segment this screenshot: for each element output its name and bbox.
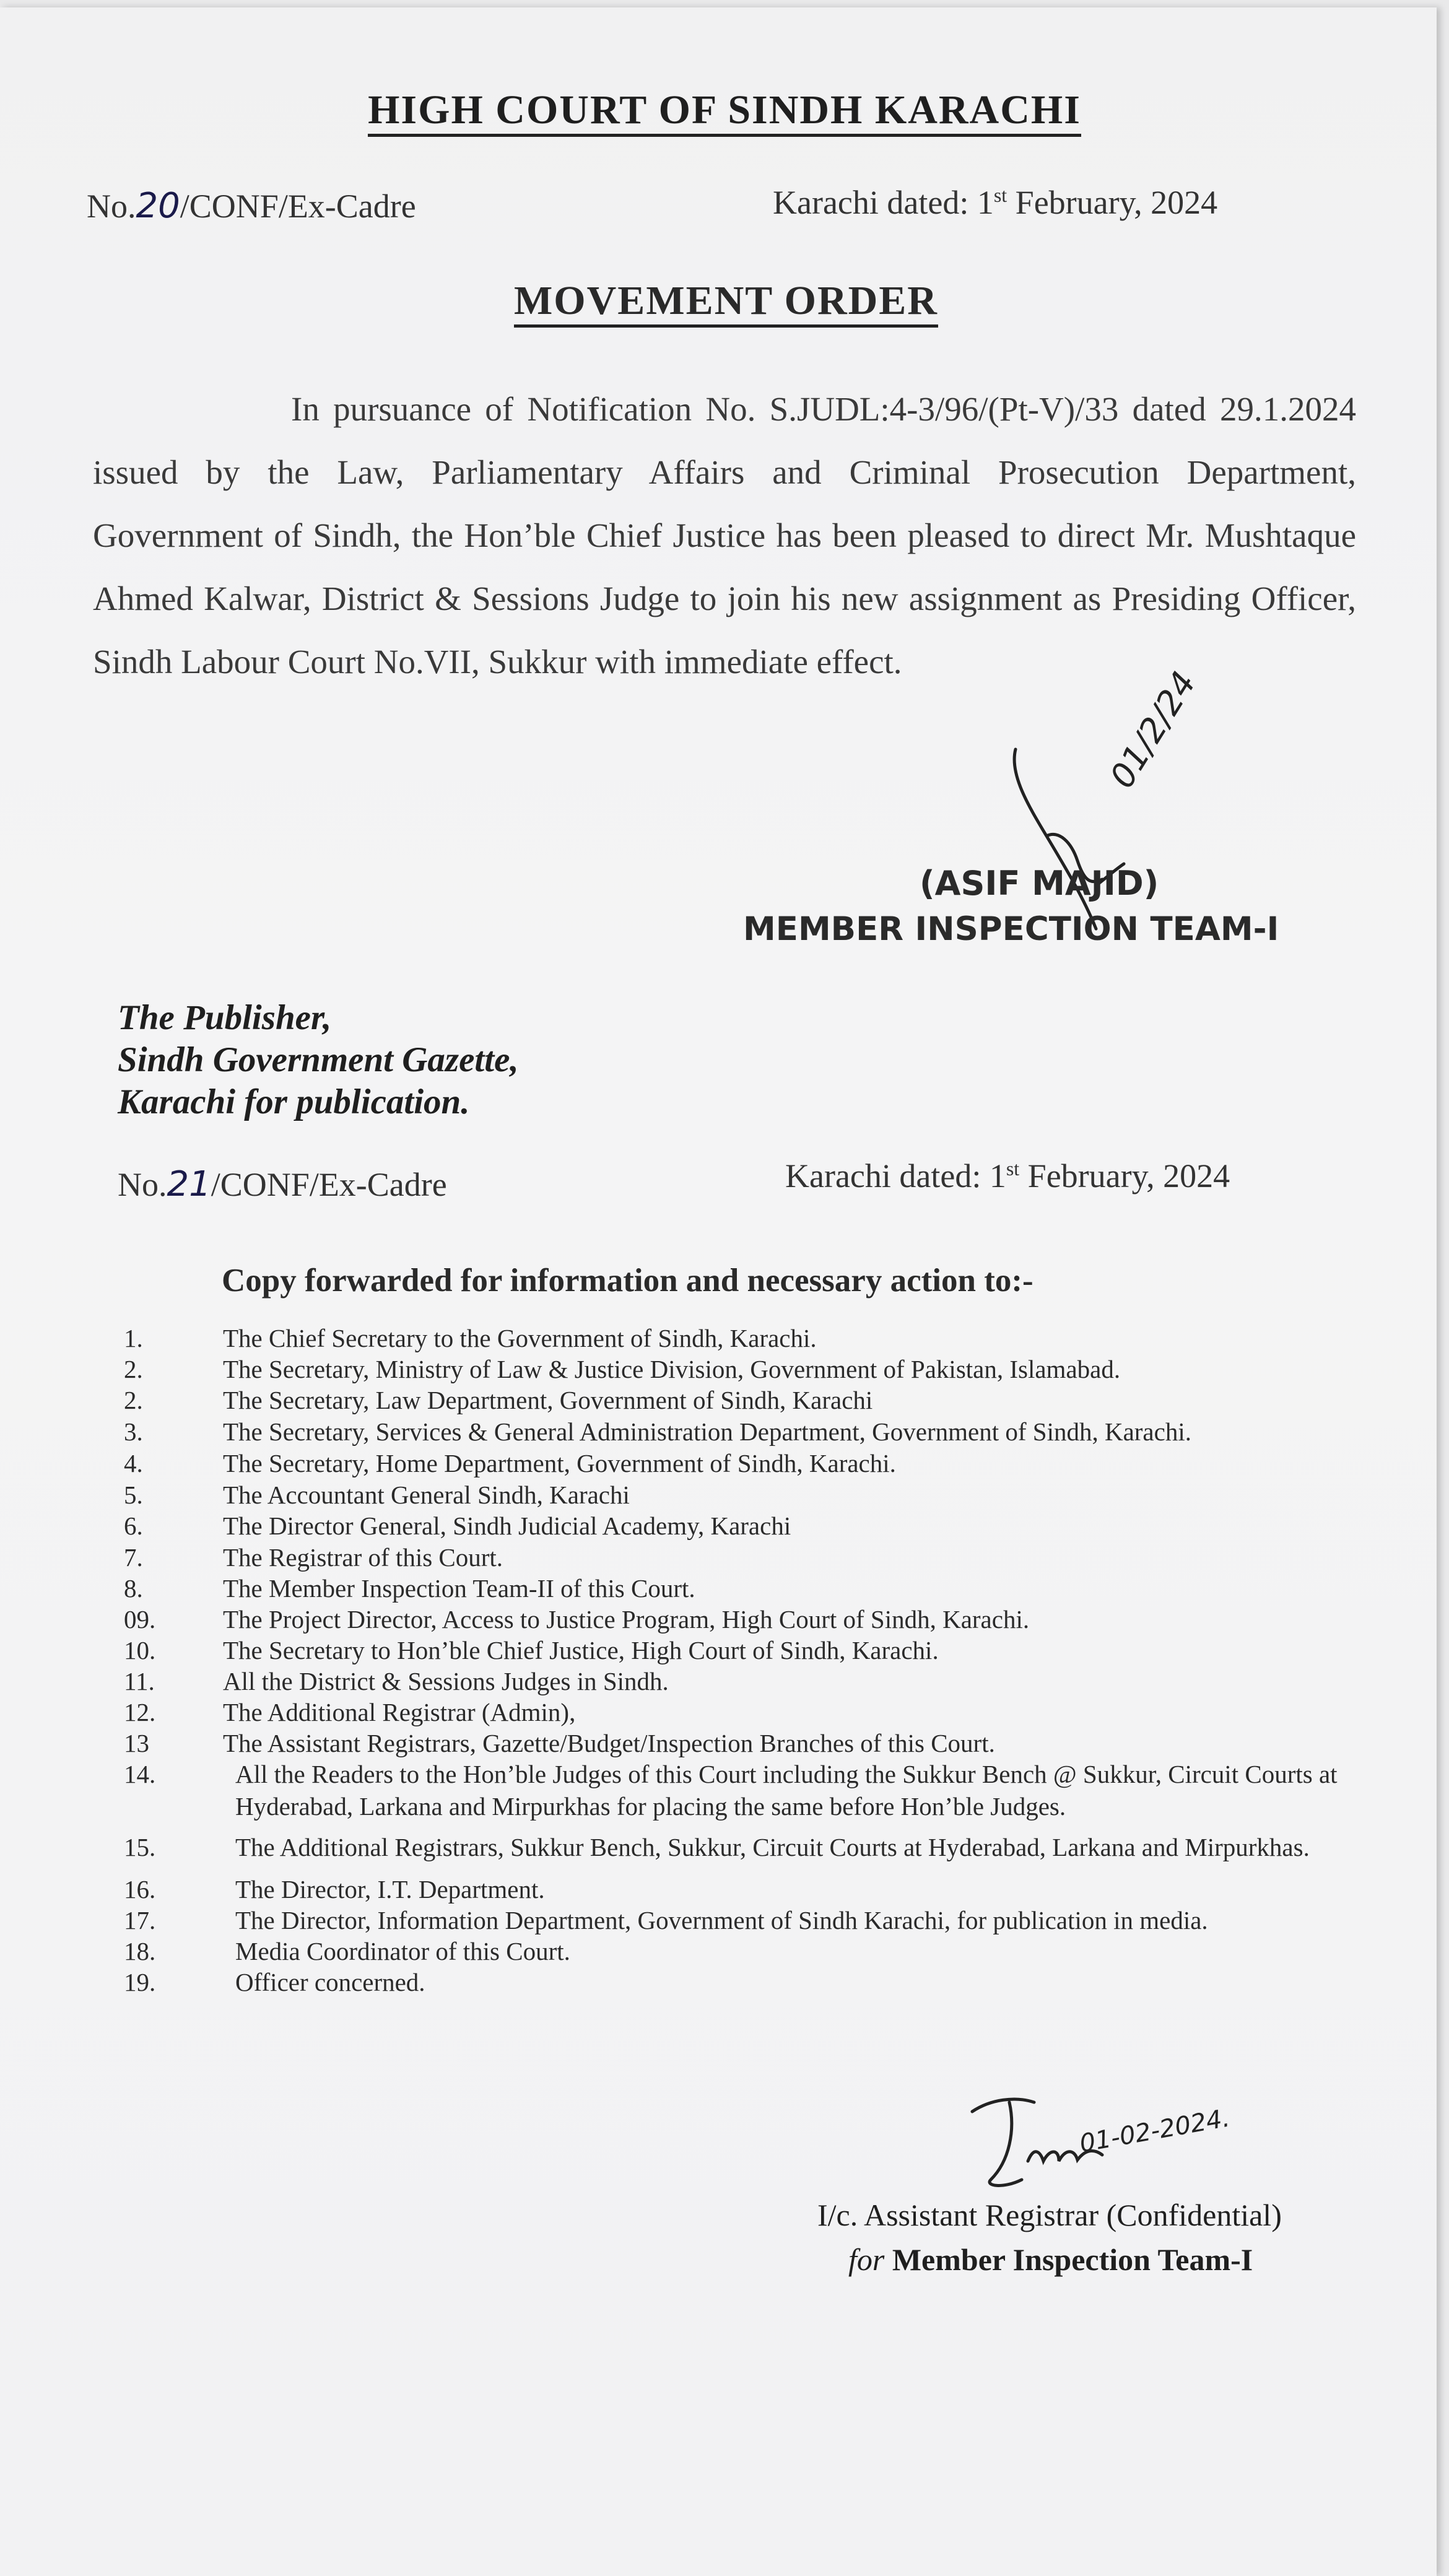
list-item-text: The Accountant General Sindh, Karachi [223, 1481, 630, 1509]
list-item [124, 1541, 1375, 1572]
date-line-2: Karachi dated: 1st February, 2024 [785, 1157, 1230, 1194]
list-item-number: 2. [124, 1355, 143, 1383]
list-item-number: 1. [124, 1324, 143, 1352]
list-item-number: 11. [124, 1667, 155, 1695]
list-item-number: 5. [124, 1481, 143, 1509]
list-item-text: The Secretary, Home Department, Government of Sindh, Karachi. [223, 1449, 896, 1477]
list-item [124, 1873, 1375, 1904]
list-item [124, 1353, 1375, 1384]
list-item [124, 1696, 1375, 1727]
list-item-number: 4. [124, 1449, 143, 1477]
list-item-text: The Additional Registrars, Sukkur Bench, Sukkur, Circuit Courts at Hyderabad, Larkana and Mirpurkhas. [235, 1833, 1310, 1861]
list-item [124, 1572, 1375, 1603]
list-item [124, 1665, 1375, 1696]
list-item-number: 6. [124, 1512, 143, 1540]
list-item-number: 14. [124, 1760, 156, 1788]
list-item [124, 1831, 1375, 1873]
list-item-text: The Secretary, Ministry of Law & Justice Division, Government of Pakistan, Islamabad. [223, 1355, 1121, 1383]
list-item-text: The Director, Information Department, Government of Sindh Karachi, for publication in media. [235, 1906, 1208, 1934]
assistant-registrar-title: I/c. Assistant Registrar (Confidential) [817, 2198, 1282, 2232]
list-item-text: The Secretary to Hon’ble Chief Justice, High Court of Sindh, Karachi. [223, 1636, 939, 1664]
list-item-text: The Secretary, Services & General Administration Department, Government of Sindh, Karachi. [223, 1417, 1191, 1446]
list-item [124, 1416, 1375, 1447]
list-item-text: The Director, I.T. Department. [235, 1875, 545, 1904]
order-body-paragraph: In pursuance of Notification No. S.JUDL:4-3/96/(Pt-V)/33 dated 29.1.2024 issued by the Law, Parliamentary Affairs and Criminal Prosecution Department, Government of Sindh, the Hon’ble Chief Justice has been pleased to direct Mr. Mushtaque Ahmed Kalwar, District & Sessions Judge to join his new assignment as Presiding Officer, Sindh Labour Court No.VII, Sukkur with immediate effect. [93, 390, 1356, 681]
publisher-line-2: Sindh Government Gazette, [118, 1040, 519, 1079]
list-item-number: 8. [124, 1574, 143, 1603]
list-item-text: All the District & Sessions Judges in Sindh. [223, 1667, 669, 1695]
list-item-text: The Member Inspection Team-II of this Court. [223, 1574, 695, 1603]
signatory-designation: MEMBER INSPECTION TEAM-I [743, 910, 1279, 948]
publisher-address [118, 997, 519, 1123]
list-item-text: The Assistant Registrars, Gazette/Budget/Inspection Branches of this Court. [223, 1729, 995, 1757]
list-item [124, 1904, 1375, 1935]
list-item-text: Officer concerned. [235, 1968, 425, 1996]
list-item-number: 7. [124, 1543, 143, 1572]
list-item-text: The Project Director, Access to Justice Program, High Court of Sindh, Karachi. [223, 1605, 1030, 1634]
list-item-number: 09. [124, 1605, 156, 1634]
list-item-text: The Registrar of this Court. [223, 1543, 503, 1572]
list-item-text: The Additional Registrar (Admin), [223, 1698, 576, 1726]
signatory-name: (ASIF MAJID) [920, 864, 1159, 903]
publisher-line-3: Karachi for publication. [118, 1082, 470, 1121]
list-item [124, 1966, 1375, 1997]
list-item-number: 17. [124, 1906, 156, 1934]
list-item-number: 16. [124, 1875, 156, 1904]
list-item-text: The Secretary, Law Department, Government of Sindh, Karachi [223, 1386, 873, 1414]
reference-number-1: No.20/CONF/Ex-Cadre [87, 186, 416, 226]
order-title: MOVEMENT ORDER [0, 277, 1449, 324]
list-item-number: 3. [124, 1417, 143, 1446]
list-item [124, 1935, 1375, 1966]
list-item-number: 13 [124, 1729, 149, 1757]
footer-handwritten-date: 01-02-2024. [1077, 2104, 1232, 2159]
list-item [124, 1322, 1375, 1353]
list-item [124, 1447, 1375, 1478]
signature-handwritten-date: 01/2/24 [1102, 664, 1204, 795]
list-item [124, 1758, 1375, 1831]
date-line-1: Karachi dated: 1st February, 2024 [773, 184, 1218, 221]
list-item [124, 1727, 1375, 1758]
reference-number-2: No.21/CONF/Ex-Cadre [118, 1164, 447, 1204]
list-item [124, 1634, 1375, 1665]
list-item [124, 1603, 1375, 1634]
list-item-number: 10. [124, 1636, 156, 1664]
list-item-text: The Director General, Sindh Judicial Academy, Karachi [223, 1512, 791, 1540]
list-item [124, 1479, 1375, 1510]
list-item [124, 1510, 1375, 1541]
list-item-text: The Chief Secretary to the Government of Sindh, Karachi. [223, 1324, 817, 1352]
copy-forwarded-heading: Copy forwarded for information and necessary action to:- [222, 1263, 1033, 1299]
list-item-text: Media Coordinator of this Court. [235, 1937, 570, 1965]
list-item [124, 1384, 1375, 1415]
publisher-line-1: The Publisher, [118, 998, 332, 1037]
list-item-number: 18. [124, 1937, 156, 1965]
list-item-number: 12. [124, 1698, 156, 1726]
list-item-number: 19. [124, 1968, 156, 1996]
list-item-number: 2. [124, 1386, 143, 1414]
list-item-number: 15. [124, 1833, 156, 1861]
court-heading: HIGH COURT OF SINDH KARACHI [0, 87, 1449, 134]
for-member-inspection-team: for Member Inspection Team-I [848, 2242, 1253, 2277]
list-item-text: All the Readers to the Hon’ble Judges of this Court including the Sukkur Bench @ Sukkur, Circuit Courts at Hyderabad, Larkana and Mirpurkhas for placing the same before Hon’ble Judges. [235, 1760, 1338, 1821]
